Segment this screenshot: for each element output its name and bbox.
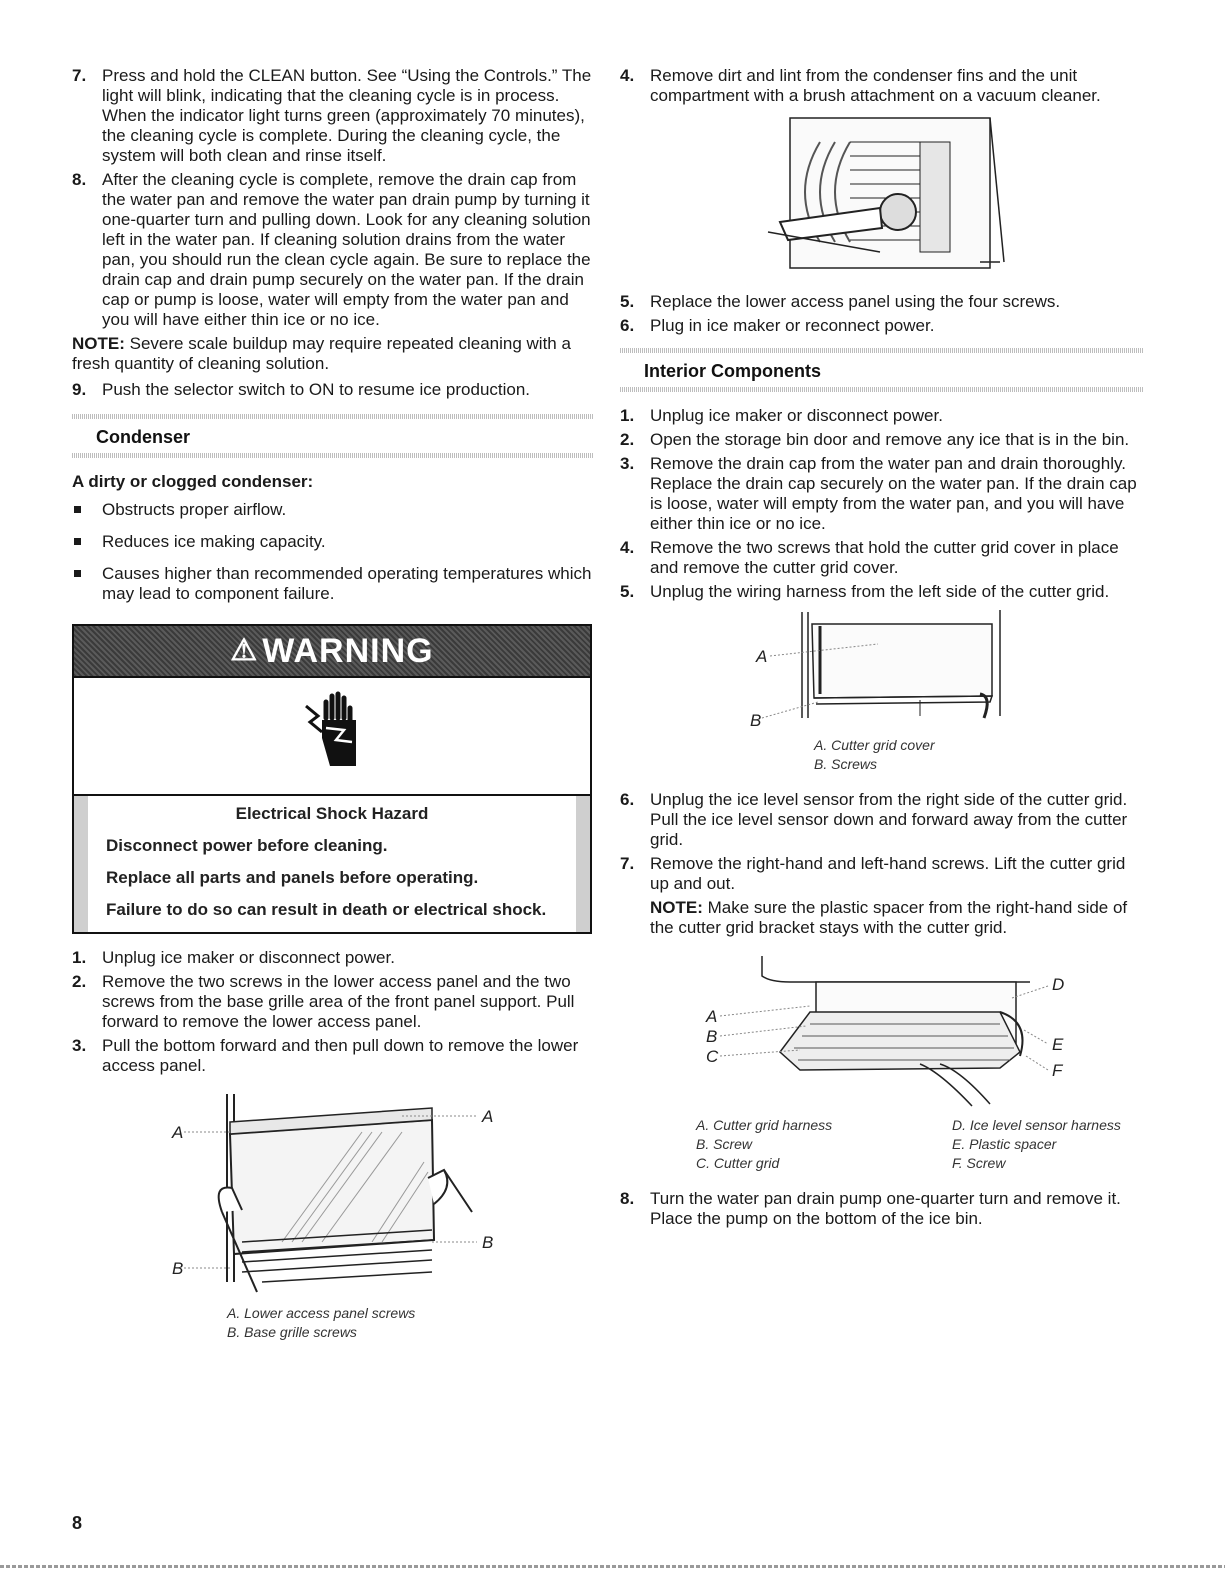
- cutter-grid-illustration: [620, 952, 1144, 1112]
- bullet-item: Reduces ice making capacity.: [72, 532, 594, 552]
- step-item: 3. Pull the bottom forward and then pull down to remove the lower access panel.: [72, 1036, 579, 1075]
- interior-steps: [620, 406, 1144, 602]
- figure-caption: A. Lower access panel screws B. Base grille screws: [227, 1305, 416, 1340]
- warning-box: [72, 624, 592, 934]
- left-column: [72, 66, 594, 1342]
- section-title-condenser: Condenser: [96, 427, 191, 447]
- figure-label: A: [706, 1007, 718, 1026]
- condenser-figure: [620, 112, 1144, 280]
- warning-line: Disconnect power before cleaning.: [106, 836, 388, 855]
- electrical-shock-icon: [74, 678, 586, 794]
- cleaning-steps: [72, 66, 594, 330]
- section-divider: [72, 453, 594, 458]
- cutter-grid-cover-illustration: [620, 606, 1144, 734]
- warning-triangle-icon: ⚠: [230, 634, 259, 667]
- figure-label: A: [172, 1123, 184, 1142]
- step-item: 8. Turn the water pan drain pump one-quarter turn and remove it. Place the pump on the bottom of the ice bin.: [620, 1189, 1121, 1228]
- figure-label: B: [706, 1027, 718, 1046]
- condenser-illustration: [620, 112, 1144, 280]
- warning-line: Failure to do so can result in death or electrical shock.: [106, 900, 547, 919]
- step-item: 9. Push the selector switch to ON to resume ice production.: [72, 380, 531, 399]
- step-item: 6. Plug in ice maker or reconnect power.: [620, 316, 935, 335]
- note: NOTE: Make sure the plastic spacer from the right-hand side of the cutter grid bracket stays with the cutter grid.: [650, 898, 1128, 937]
- lower-access-panel-figure: [72, 1092, 594, 1298]
- step-item: 5. Replace the lower access panel using the four screws.: [620, 292, 1061, 311]
- warning-header: ⚠ WARNING: [74, 626, 590, 678]
- condenser-steps: [72, 948, 594, 1076]
- bullet-icon: [74, 506, 81, 513]
- bullet-item: Causes higher than recommended operating temperatures which may lead to component failure.: [72, 564, 594, 604]
- step-item: 7. Remove the right-hand and left-hand screws. Lift the cutter grid up and out.: [620, 854, 1126, 893]
- step-item: 5. Unplug the wiring harness from the left side of the cutter grid.: [620, 582, 1110, 601]
- step-item: 4. Remove the two screws that hold the cutter grid cover in place and remove the cutter grid cover.: [620, 538, 1119, 577]
- step-item: 2. Open the storage bin door and remove any ice that is in the bin.: [620, 430, 1130, 449]
- condenser-subhead: A dirty or clogged condenser:: [72, 472, 314, 491]
- cutter-grid-cover-figure: [620, 606, 1144, 734]
- hazard-title: Electrical Shock Hazard: [235, 804, 429, 823]
- warning-body: [74, 796, 590, 932]
- page-number: 8: [72, 1513, 83, 1533]
- step-item: 1. Unplug ice maker or disconnect power.: [620, 406, 943, 425]
- step-item: 3. Remove the drain cap from the water pan and drain thoroughly. Replace the drain cap securely on the water pan. If the drain cap is loose, water will empty from the water pan, and you will have either thin ice or no ice.: [620, 454, 1137, 533]
- figure-caption: A. Cutter grid cover B. Screws: [814, 737, 935, 772]
- figure-label: E: [1052, 1035, 1064, 1054]
- step-item: 6. Unplug the ice level sensor from the right side of the cutter grid. Pull the ice level sensor down and forward away from the cutter grid.: [620, 790, 1128, 849]
- section-title-interior: Interior Components: [644, 361, 822, 381]
- bullet-icon: [74, 538, 81, 545]
- figure-label: B: [172, 1259, 184, 1278]
- lower-access-panel-illustration: [72, 1092, 594, 1298]
- figure-caption: A. Cutter grid harness B. Screw C. Cutter grid D. Ice level sensor harness E. Plastic spacer F. Screw: [696, 1117, 1121, 1171]
- step-item: 8. After the cleaning cycle is complete, remove the drain cap from the water pan and remove the water pan drain pump by turning it one-quarter turn and pulling down. Look for any cleaning solution left in the water pan. If cleaning solution drains from the water pan, you should run the clean cycle again. Be sure to replace the drain cap and drain pump securely on the water pan. If the drain cap or pump is loose, water will empty from the water pan and you will have either thin ice or no ice.: [72, 170, 591, 329]
- bullet-icon: [74, 570, 81, 577]
- bullet-item: Obstructs proper airflow.: [72, 500, 594, 520]
- page-bottom-rule: [0, 1565, 1225, 1568]
- section-divider: [620, 387, 1144, 392]
- step-item: 7. Press and hold the CLEAN button. See “Using the Controls.” The light will blink, indicating that the cleaning cycle is in process. When the indicator light turns green (approximately 70 minutes), the cleaning cycle is complete. During the cleaning cycle, the system will both clean and rinse itself.: [72, 66, 592, 165]
- figure-label: A: [482, 1107, 494, 1126]
- figure-label: F: [1052, 1061, 1063, 1080]
- note: NOTE: Severe scale buildup may require repeated cleaning with a fresh quantity of cleaning solution.: [72, 334, 571, 373]
- figure-label: D: [1052, 975, 1065, 994]
- cutter-grid-figure: [620, 952, 1144, 1112]
- right-column: [620, 66, 1144, 1233]
- condenser-bullets: [72, 500, 594, 604]
- warning-line: Replace all parts and panels before operating.: [106, 868, 479, 887]
- step-item: 1. Unplug ice maker or disconnect power.: [72, 948, 395, 967]
- figure-label: B: [482, 1233, 494, 1252]
- figure-label: A: [756, 647, 768, 666]
- step-item: 4. Remove dirt and lint from the condenser fins and the unit compartment with a brush attachment on a vacuum cleaner.: [620, 66, 1101, 105]
- figure-label: C: [706, 1047, 719, 1066]
- step-item: 2. Remove the two screws in the lower access panel and the two screws from the base grille area of the front panel support. Pull forward to remove the lower access panel.: [72, 972, 575, 1031]
- figure-label: B: [750, 711, 762, 730]
